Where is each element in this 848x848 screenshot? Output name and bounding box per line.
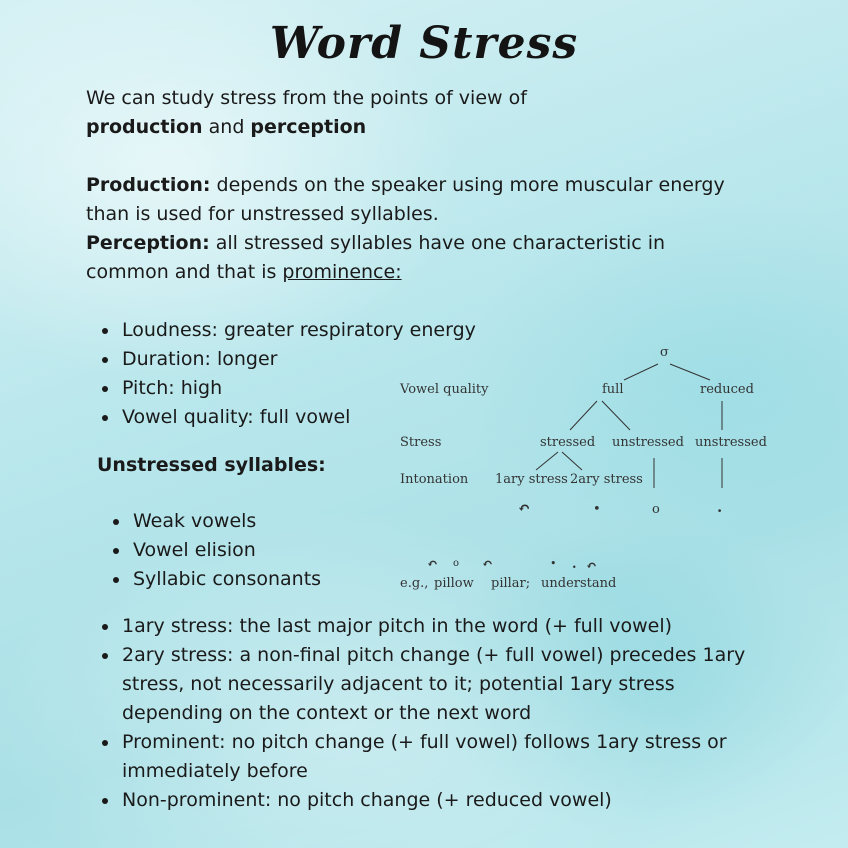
list-item: Non-prominent: no pitch change (+ reduced vowel) [86,786,766,815]
list-item: 2ary stress: a non-final pitch change (+ full vowel) precedes 1ary stress, not necessarily adjacent to it; potential 1ary stress depending on the context or the next word [86,641,766,728]
node-stressed: stressed [540,435,596,450]
node-reduced: reduced [700,382,754,397]
list-item: Loudness: greater respiratory energy [86,316,476,345]
stress-tree-diagram [392,340,772,600]
node-full: full [602,382,624,397]
period-mark-icon: . [717,498,723,516]
page-title: Word Stress [269,18,579,69]
pitch-mark-icon: ↶ [482,557,493,572]
sigma-node: σ [660,345,669,360]
unstressed-list [97,507,321,594]
intro-line-1: We can study stress from the points of view of [86,87,527,109]
dot-mark-icon: • [550,557,557,570]
perception-text-1: all stressed syllables have one characteristic in [209,232,666,254]
list-item: Vowel quality: full vowel [86,403,476,432]
pitch-mark-icon: ↶ [427,557,438,572]
tree-branch [536,452,558,470]
example-word: pillar; [491,576,531,591]
perception-text-2: common and that is [86,261,283,283]
list-item: 1ary stress: the last major pitch in the word (+ full vowel) [86,612,766,641]
node-unstressed: unstressed [612,435,684,450]
circle-mark-icon: o [453,558,460,569]
stress-types-list [86,612,766,815]
pitch-mark-icon: ↶ [518,499,531,517]
example-word: understand [541,576,617,591]
period-mark-icon: . [572,557,577,572]
list-item: Pitch: high [86,374,476,403]
node-unstressed: unstressed [695,435,767,450]
dot-mark-icon: • [593,502,601,517]
prominence-word: prominence: [282,261,402,283]
tree-branch [562,452,582,470]
perception-label: Perception: [86,232,210,254]
node-secondary-stress: 2ary stress [570,472,643,487]
list-item: Weak vowels [97,507,321,536]
example-word: pillow [434,576,474,591]
list-item: Duration: longer [86,345,476,374]
unstressed-heading: Unstressed syllables: [97,454,326,476]
and-word: and [202,116,251,138]
row-label-intonation: Intonation [400,472,469,487]
perception-word: perception [250,116,367,138]
list-item: Prominent: no pitch change (+ full vowel) follows 1ary stress or immediately before [86,728,766,786]
example-label: e.g., [400,576,429,591]
production-label: Production: [86,174,211,196]
list-item: Vowel elision [97,536,321,565]
production-text-1: depends on the speaker using more muscular energy [210,174,725,196]
row-label-stress: Stress [400,435,442,450]
node-primary-stress: 1ary stress [495,472,568,487]
production-line-2: than is used for unstressed syllables. [86,203,439,225]
tree-branch [624,364,658,380]
tree-branch [670,364,710,380]
production-word: production [86,116,203,138]
intro-line-2 [86,113,366,142]
tree-branch [570,401,597,430]
perception-line-1 [86,229,665,258]
circle-mark-icon: o [652,502,660,517]
row-label-vowel-quality: Vowel quality [400,382,489,397]
tree-branch [602,401,630,430]
perception-line-2 [86,258,402,287]
production-line-1 [86,171,725,200]
list-item: Syllabic consonants [97,565,321,594]
pitch-mark-icon: ↶ [586,559,597,574]
